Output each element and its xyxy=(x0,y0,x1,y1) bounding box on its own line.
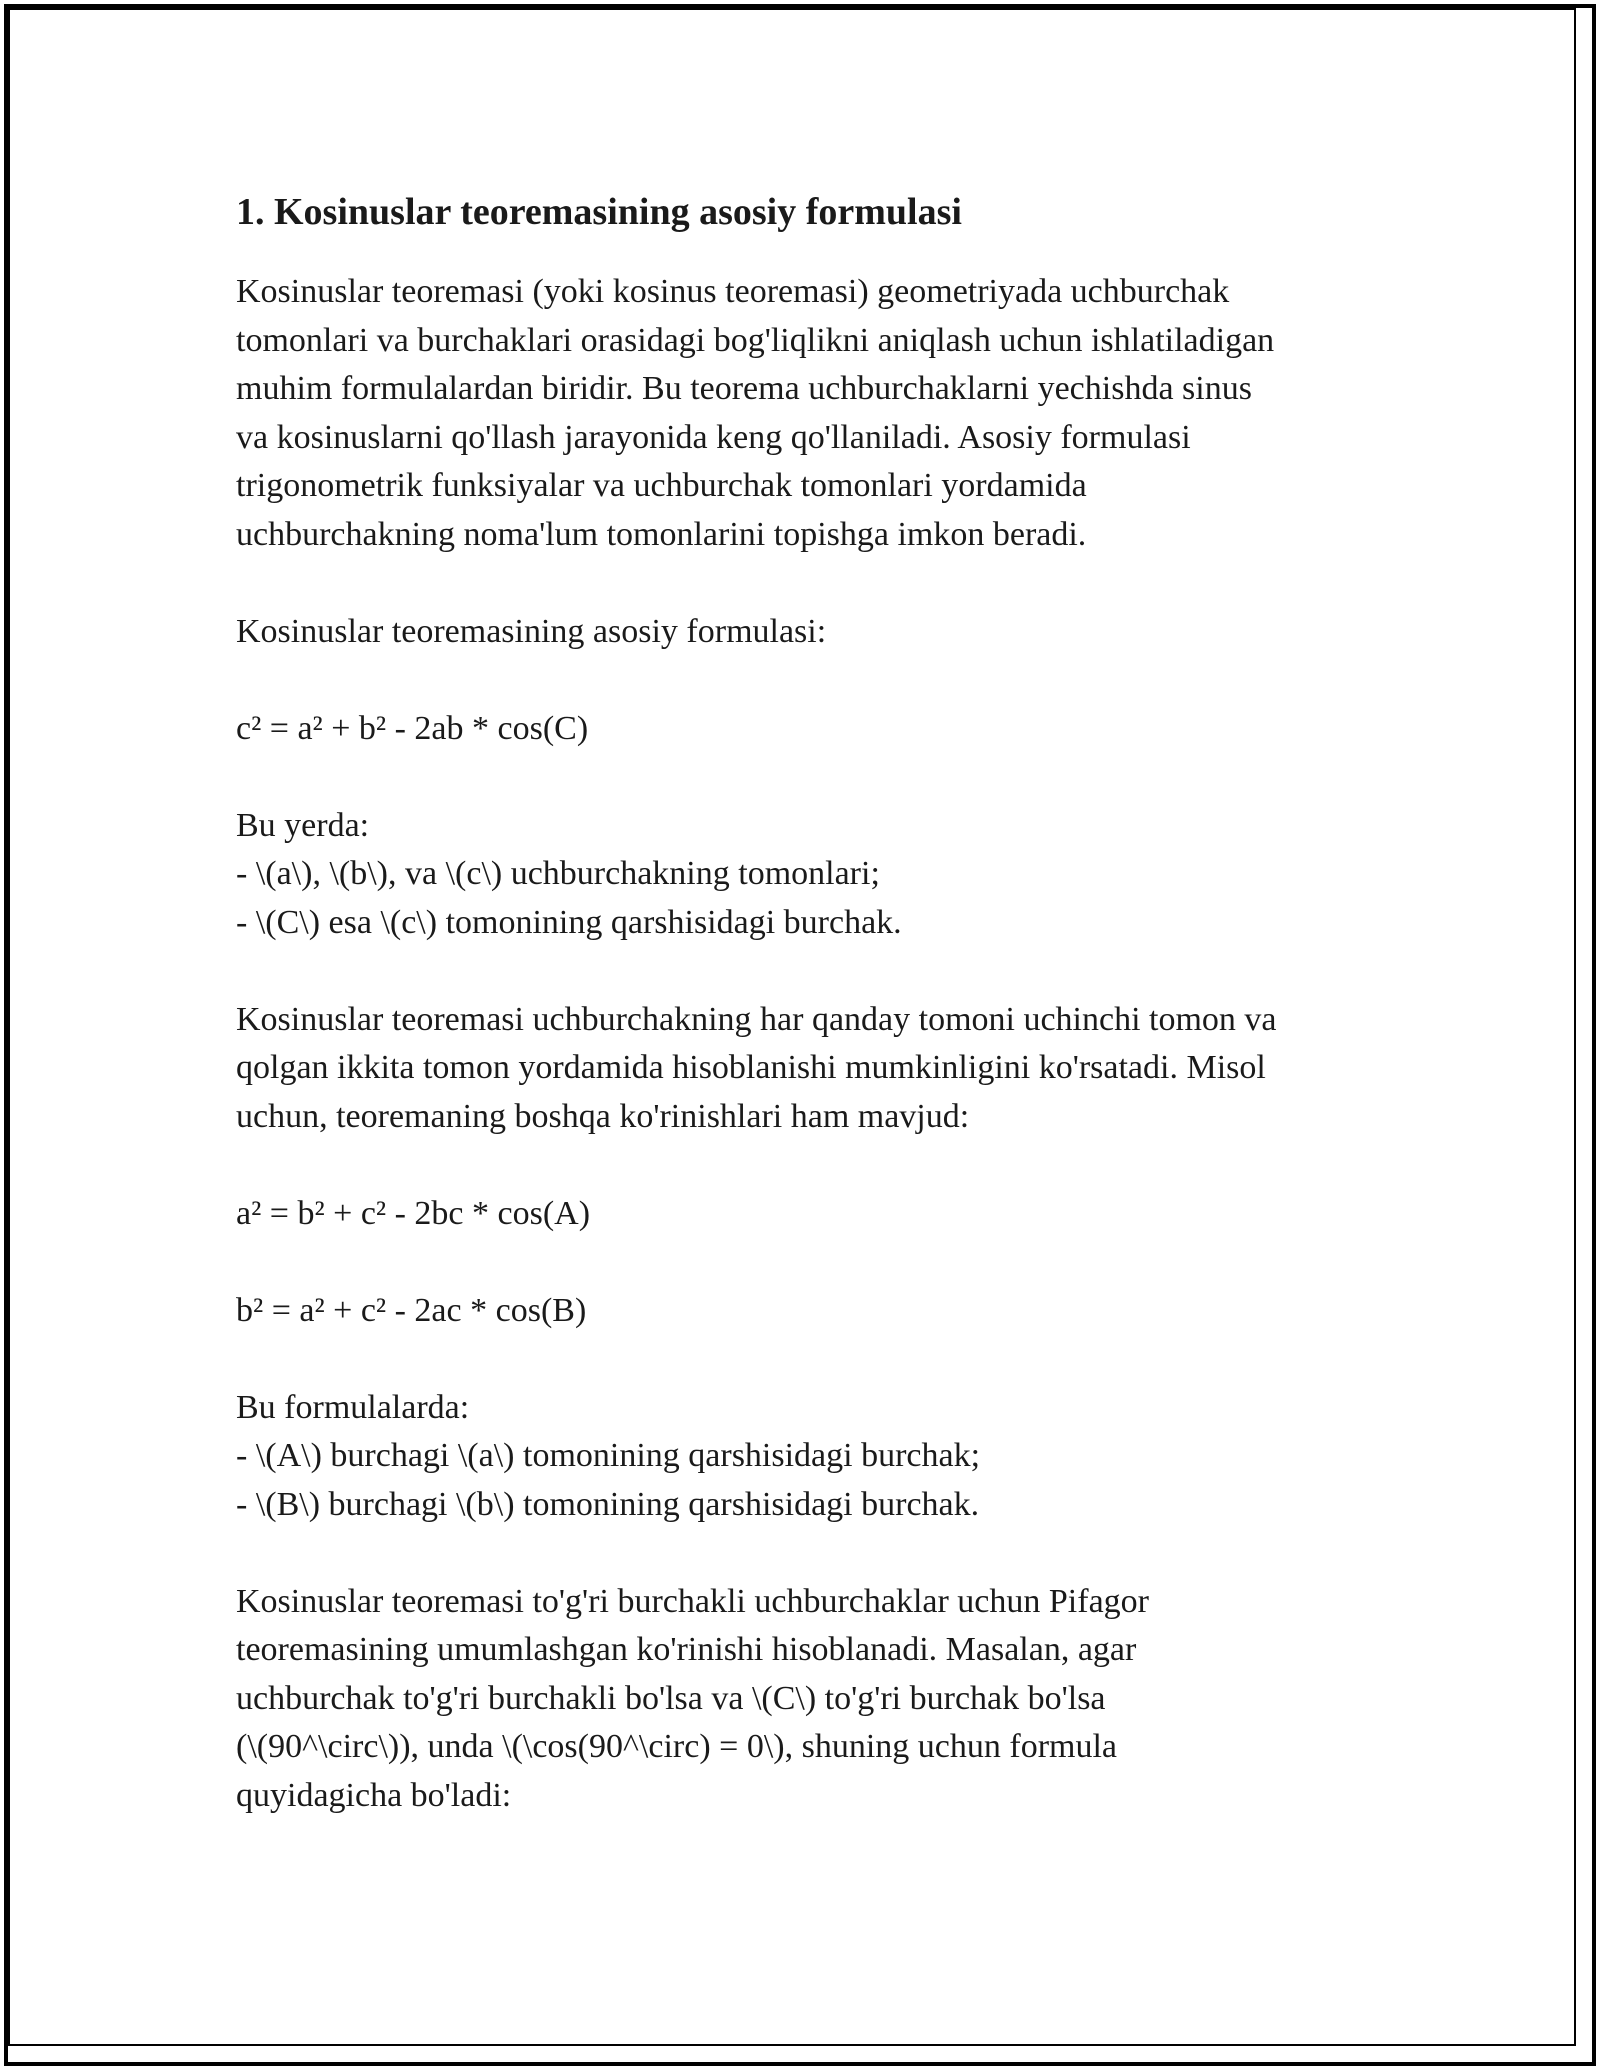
list-item: - \(B\) burchagi \(b\) tomonining qarshisidagi burchak. xyxy=(236,1485,980,1523)
list-item: - \(a\), \(b\), va \(c\) uchburchakning tomonlari; xyxy=(236,855,880,892)
text-line: Kosinuslar teoremasi uchburchakning har qanday tomoni uchinchi tomon va xyxy=(236,1000,1277,1038)
formula-line: c² = a² + b² - 2ab * cos(C) xyxy=(236,709,589,747)
main-formula xyxy=(236,705,1376,754)
formula-b xyxy=(236,1287,1376,1336)
text-line: tomonlari va burchaklari orasidagi bog'liqlikni aniqlash uchun ishlatiladigan xyxy=(236,321,1275,359)
text-line: uchun, teoremaning boshqa ko'rinishlari ham mavjud: xyxy=(236,1097,970,1135)
text-line: qolgan ikkita tomon yordamida hisoblanishi mumkinligini ko'rsatadi. Misol xyxy=(236,1049,1266,1086)
text-line: uchburchak to'g'ri burchakli bo'lsa va \(C\) to'g'ri burchak bo'lsa xyxy=(236,1679,1106,1717)
text-line: Kosinuslar teoremasining asosiy formulasi: xyxy=(236,612,827,650)
list-item: - \(C\) esa \(c\) tomonining qarshisidagi burchak. xyxy=(236,903,902,941)
section-heading: 1. Kosinuslar teoremasining asosiy formulasi xyxy=(236,191,962,233)
definitions-list xyxy=(236,802,1376,948)
text-line: Bu formulalarda: xyxy=(236,1388,470,1426)
list-item: - \(A\) burchagi \(a\) tomonining qarshisidagi burchak; xyxy=(236,1437,981,1474)
text-line: quyidagicha bo'ladi: xyxy=(236,1776,512,1814)
formula-line: a² = b² + c² - 2bc * cos(A) xyxy=(236,1194,591,1232)
formula-definitions-list xyxy=(236,1384,1376,1530)
formula-a xyxy=(236,1190,1376,1239)
text-line: Kosinuslar teoremasi (yoki kosinus teoremasi) geometriyada uchburchak xyxy=(236,273,1230,310)
text-line: teoremasining umumlashgan ko'rinishi hisoblanadi. Masalan, agar xyxy=(236,1631,1137,1668)
text-line: uchburchakning noma'lum tomonlarini topishga imkon beradi. xyxy=(236,515,1087,553)
formula-line: b² = a² + c² - 2ac * cos(B) xyxy=(236,1291,587,1329)
formula-intro xyxy=(236,608,1376,657)
text-line: muhim formulalardan biridir. Bu teorema uchburchaklarni yechishda sinus xyxy=(236,370,1252,407)
explanation-paragraph xyxy=(236,996,1376,1142)
document-body xyxy=(236,188,1376,1820)
pythagoras-paragraph xyxy=(236,1578,1376,1821)
text-line: Kosinuslar teoremasi to'g'ri burchakli uchburchaklar uchun Pifagor xyxy=(236,1582,1149,1620)
intro-paragraph xyxy=(236,268,1376,559)
text-line: (\(90^\circ\)), unda \(\cos(90^\circ) = 0\), shuning uchun formula xyxy=(236,1728,1117,1765)
text-line: va kosinuslarni qo'llash jarayonida keng qo'llaniladi. Asosiy formulasi xyxy=(236,418,1191,456)
text-line: trigonometrik funksiyalar va uchburchak tomonlari yordamida xyxy=(236,467,1087,504)
text-line: Bu yerda: xyxy=(236,806,370,844)
